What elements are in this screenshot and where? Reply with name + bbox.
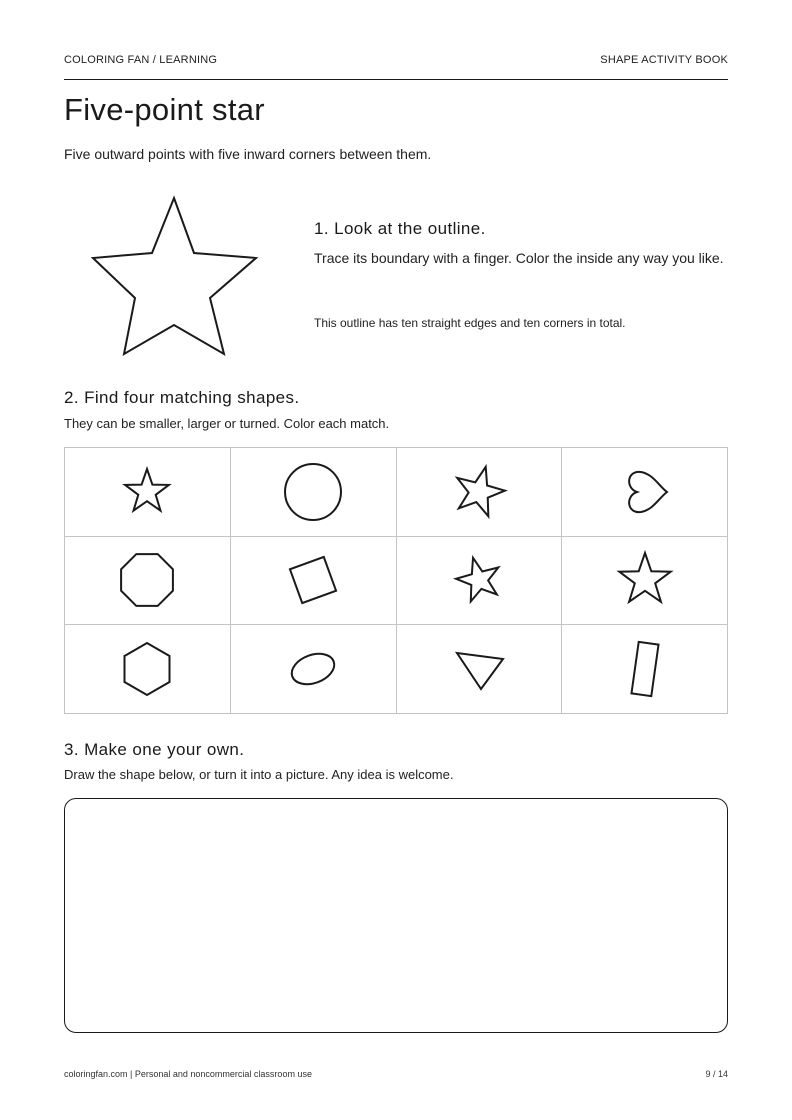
page-number: 9 / 14 — [705, 1069, 728, 1079]
header-book-title: SHAPE ACTIVITY BOOK — [600, 54, 728, 66]
rectangle-icon — [610, 634, 680, 704]
step1-heading: 1. Look at the outline. — [314, 219, 486, 238]
large-star-outline-icon — [88, 192, 262, 360]
grid-cell[interactable] — [397, 537, 563, 626]
grid-cell[interactable] — [65, 448, 231, 537]
grid-cell[interactable] — [65, 625, 231, 714]
triangle-icon — [444, 634, 514, 704]
page-title: Five-point star — [64, 92, 265, 127]
grid-cell[interactable] — [231, 448, 397, 537]
grid-cell[interactable] — [562, 537, 728, 626]
step3-heading: 3. Make one your own. — [64, 740, 245, 759]
grid-cell[interactable] — [231, 537, 397, 626]
header-breadcrumb: COLORING FAN / LEARNING — [64, 54, 218, 66]
step2-heading: 2. Find four matching shapes. — [64, 388, 300, 407]
circle-icon — [278, 457, 348, 527]
star-icon — [444, 545, 514, 615]
grid-cell[interactable] — [231, 625, 397, 714]
step1-note: This outline has ten straight edges and ten corners in total. — [314, 316, 626, 330]
page-subtitle: Five outward points with five inward corners between them. — [64, 146, 432, 162]
header-divider — [64, 79, 728, 80]
grid-cell[interactable] — [65, 537, 231, 626]
footer-license: coloringfan.com | Personal and noncommercial classroom use — [64, 1069, 312, 1079]
star-icon — [444, 457, 514, 527]
heart-icon — [610, 457, 680, 527]
grid-cell[interactable] — [397, 625, 563, 714]
drawing-area[interactable] — [64, 798, 728, 1033]
grid-cell[interactable] — [562, 448, 728, 537]
step3-body: Draw the shape below, or turn it into a picture. Any idea is welcome. — [64, 767, 454, 782]
hexagon-icon — [112, 634, 182, 704]
ellipse-icon — [278, 634, 348, 704]
step2-body: They can be smaller, larger or turned. Color each match. — [64, 416, 390, 431]
grid-cell[interactable] — [397, 448, 563, 537]
star-icon — [112, 457, 182, 527]
shape-grid — [64, 447, 728, 714]
star-icon — [610, 545, 680, 615]
square-icon — [278, 545, 348, 615]
octagon-icon — [112, 545, 182, 615]
step1-body: Trace its boundary with a finger. Color the inside any way you like. — [314, 250, 724, 266]
grid-cell[interactable] — [562, 625, 728, 714]
